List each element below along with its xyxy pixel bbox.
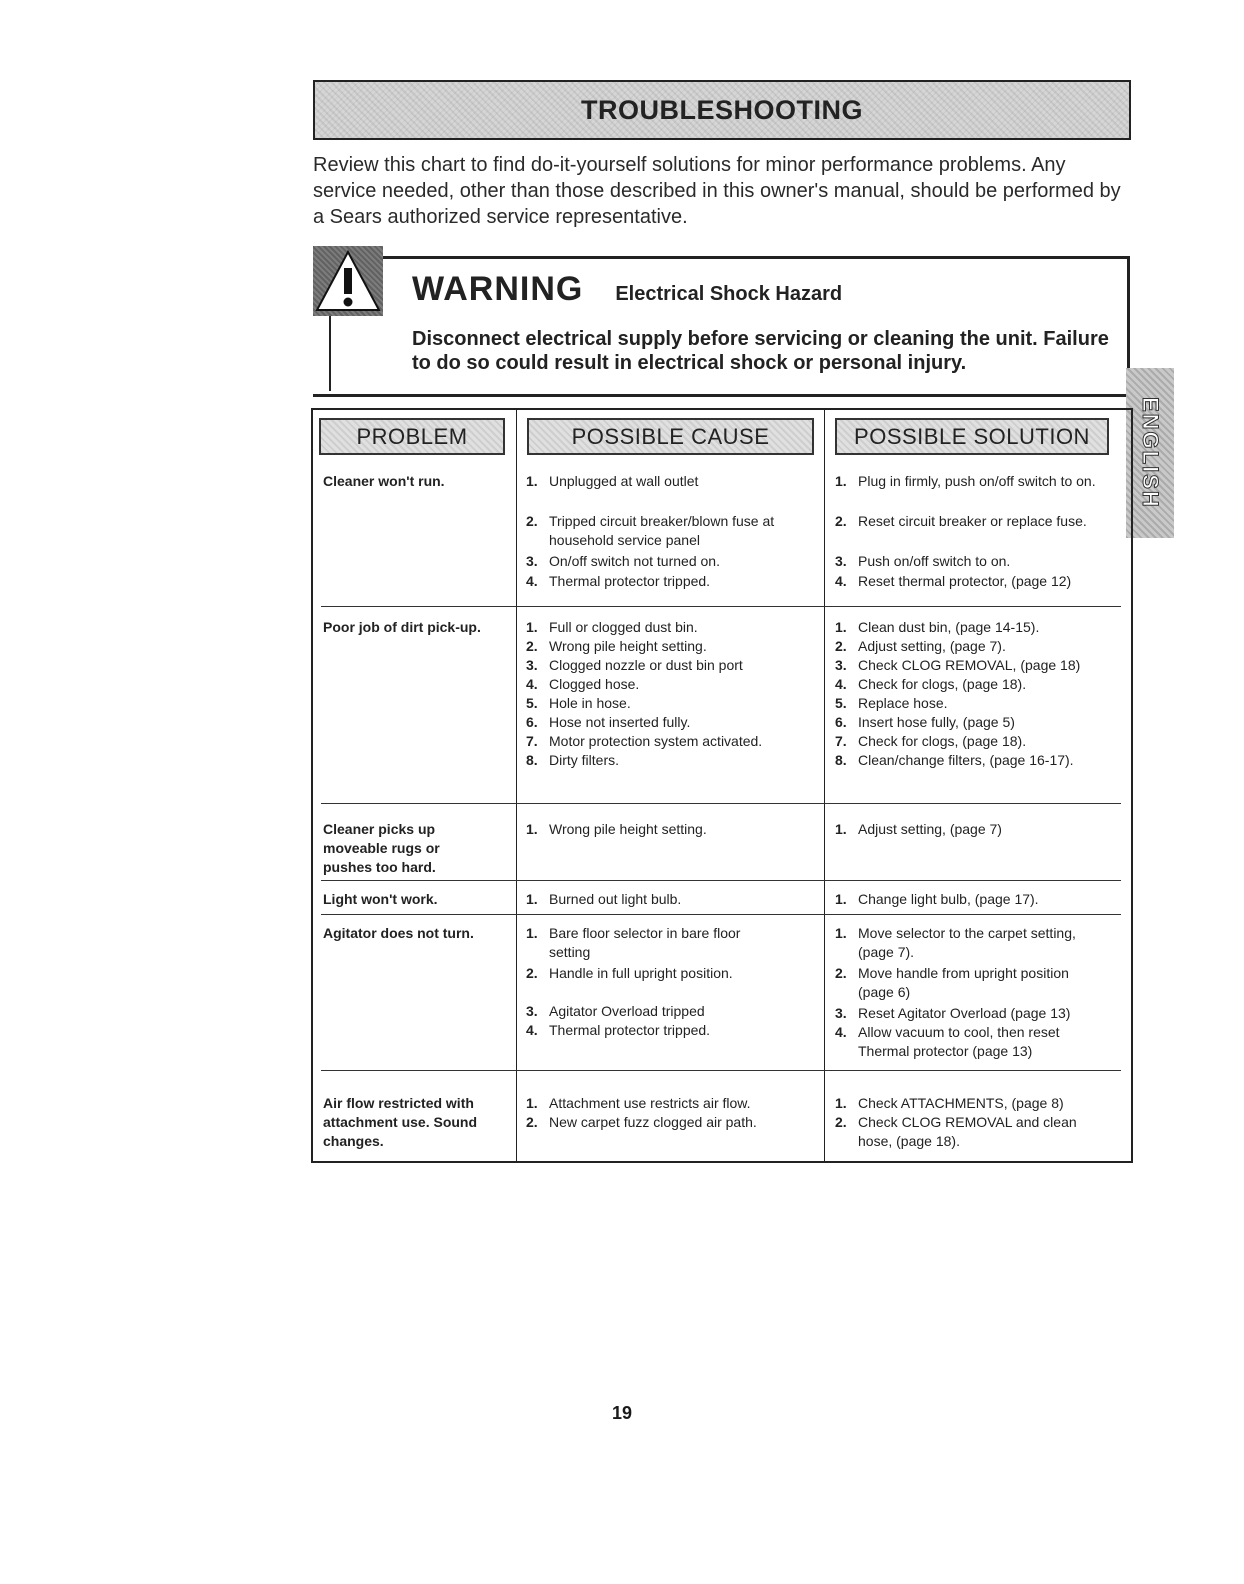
- header-solution: POSSIBLE SOLUTION: [835, 418, 1109, 455]
- solution-list: 1. Change light bulb, (page 17).: [835, 891, 1039, 907]
- problem-text: Agitator does not turn.: [323, 925, 474, 941]
- language-tab-label: ENGLISH: [1138, 397, 1163, 509]
- intro-paragraph: Review this chart to find do-it-yourself solutions for minor performance problems. Any service needed, other than those described in this owner's manual, should be performed by a Sears authorized service representative.: [313, 154, 1121, 228]
- solution-list: 1. Move selector to the carpet setting, (page 7). 2. Move handle from upright position (page 6) 3. Reset Agitator Overload (page 13) 4. Allow vacuum to cool, then reset Thermal protector (page 13): [835, 925, 1076, 1059]
- problem-text: Air flow restricted with attachment use. Sound changes.: [323, 1095, 478, 1149]
- cause-list: 1. Unplugged at wall outlet 2. Tripped circuit breaker/blown fuse at household service panel 3. On/off switch not turned on. 4. Thermal protector tripped.: [526, 473, 775, 589]
- warning-subtitle: Electrical Shock Hazard: [615, 283, 843, 305]
- warning-text: Disconnect electrical supply before servicing or cleaning the unit. Failure to do so could result in electrical shock or personal injury.: [412, 328, 1109, 374]
- solution-list: 1. Clean dust bin, (page 14-15). 2. Adjust setting, (page 7). 3. Check CLOG REMOVAL, (page 18) 4. Check for clogs, (page 18). 5. Replace hose. 6. Insert hose fully, (page 5) 7. Check for clogs, (page 18). 8. Clean/change filters, (page 16-17).: [835, 619, 1081, 768]
- title-banner: [313, 80, 1131, 140]
- page-title: TROUBLESHOOTING: [581, 94, 863, 125]
- warning-triangle-icon: [313, 246, 383, 316]
- cause-list: 1. Full or clogged dust bin. 2. Wrong pile height setting. 3. Clogged nozzle or dust bin port 4. Clogged hose. 5. Hole in hose. 6. Hose not inserted fully. 7. Motor protection system activated. 8. Dirty filters.: [526, 619, 763, 768]
- warning-heading: WARNING: [412, 270, 584, 308]
- solution-list: 1. Check ATTACHMENTS, (page 8) 2. Check CLOG REMOVAL and clean hose, (page 18).: [835, 1095, 1077, 1149]
- problem-text: Poor job of dirt pick-up.: [323, 619, 481, 635]
- cause-list: 1. Burned out light bulb.: [526, 891, 682, 907]
- header-cause: POSSIBLE CAUSE: [527, 418, 814, 455]
- cause-list: 1. Bare floor selector in bare floor setting 2. Handle in full upright position. 3. Agitator Overload tripped 4. Thermal protector tripped.: [526, 925, 741, 1038]
- header-problem: PROBLEM: [319, 418, 505, 455]
- troubleshooting-table: [311, 408, 1133, 1163]
- page-number: 19: [611, 1403, 633, 1423]
- language-tab: [1126, 368, 1174, 538]
- solution-list: 1. Adjust setting, (page 7): [835, 821, 1002, 837]
- problem-text: Cleaner picks up moveable rugs or pushes too hard.: [323, 821, 440, 875]
- cause-list: 1. Attachment use restricts air flow. 2. New carpet fuzz clogged air path.: [526, 1095, 757, 1130]
- solution-list: 1. Plug in firmly, push on/off switch to on. 2. Reset circuit breaker or replace fuse. 3. Push on/off switch to on. 4. Reset thermal protector, (page 12): [835, 473, 1096, 589]
- problem-text: Light won't work.: [323, 891, 438, 907]
- problem-text: Cleaner won't run.: [323, 473, 445, 489]
- cause-list: 1. Wrong pile height setting.: [526, 821, 707, 837]
